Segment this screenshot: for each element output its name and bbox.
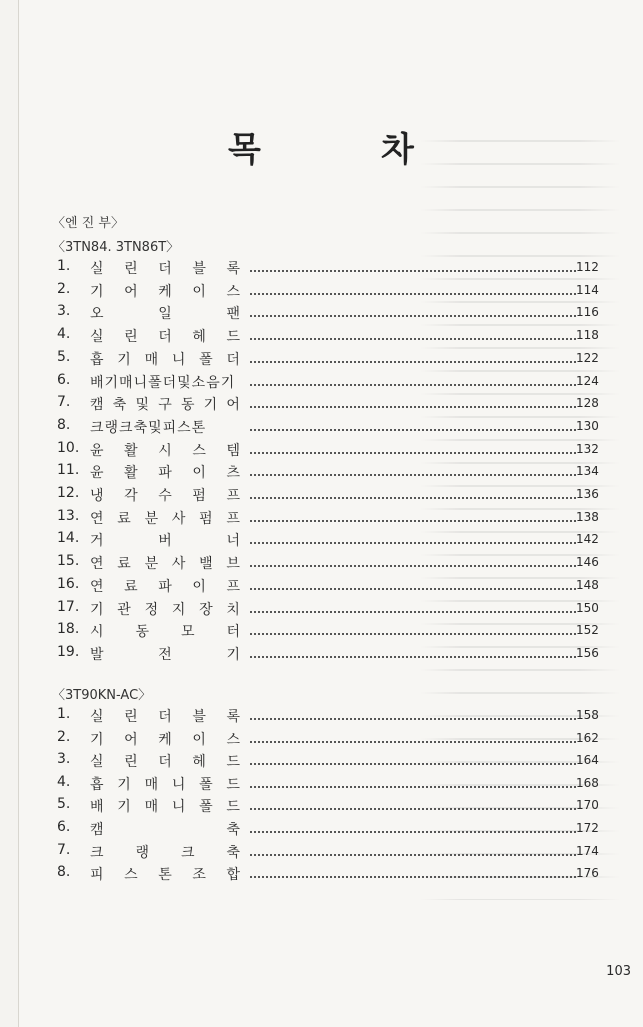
dot-leader	[250, 588, 576, 590]
dot-leader	[250, 497, 576, 499]
toc-row-label: 기 어 케 이 스	[90, 283, 240, 300]
toc-row	[52, 258, 598, 280]
toc-row-label: 캠 축	[90, 822, 240, 838]
toc-row-number: 13.	[57, 507, 80, 524]
toc-row-label: 연 료 분 사 밸 브	[90, 556, 240, 573]
toc-row-number: 3.	[57, 303, 71, 320]
toc-row-number: 5.	[57, 348, 71, 365]
toc-row	[52, 485, 598, 507]
toc-row-page: 132	[576, 441, 599, 456]
toc-row-number: 4.	[57, 773, 71, 790]
toc-row	[52, 326, 598, 348]
toc-row-number: 6.	[57, 819, 71, 835]
toc-row-label: 캠 축 및 구 동 기 어	[90, 397, 240, 414]
toc-row	[52, 462, 598, 484]
toc-row	[52, 842, 598, 864]
dot-leader	[250, 406, 576, 408]
dot-leader	[250, 520, 576, 522]
dot-leader	[250, 452, 576, 454]
toc-row-label: 오 일 팬	[90, 306, 240, 323]
toc-row-label: 실 린 더 블 록	[90, 709, 240, 725]
toc-row-number: 11.	[57, 462, 80, 479]
toc-row-label: 윤 활 파 이 츠	[90, 465, 240, 482]
toc-row-number: 7.	[57, 841, 71, 858]
toc-row-number: 8.	[57, 416, 71, 433]
toc-row	[52, 417, 598, 439]
toc-row-page: 148	[576, 577, 599, 592]
page-title	[0, 122, 643, 172]
toc-row-page: 134	[576, 464, 599, 479]
toc-row	[52, 774, 598, 796]
dot-leader	[250, 831, 576, 833]
toc-row-label: 크랭크축및피스톤	[90, 419, 207, 436]
toc-row-number: 12.	[57, 485, 80, 501]
toc-row	[52, 796, 598, 818]
toc-row-page: 116	[576, 305, 599, 320]
toc-row-page: 114	[576, 282, 599, 297]
toc-row-label: 실 린 더 헤 드	[90, 754, 240, 771]
toc-row-page: 164	[576, 753, 599, 768]
toc-row-page: 170	[576, 798, 599, 813]
toc-row	[52, 864, 598, 886]
toc-row-number: 6.	[57, 371, 71, 388]
toc-row-page: 130	[576, 418, 599, 433]
dot-leader	[250, 384, 576, 386]
toc-row-label: 발 전 기	[90, 646, 240, 663]
toc-row	[52, 372, 598, 394]
toc-row-number: 18.	[57, 621, 80, 638]
toc-row-number: 17.	[57, 598, 80, 615]
toc-row-page: 156	[576, 645, 599, 660]
dot-leader	[250, 293, 576, 295]
dot-leader	[250, 315, 576, 317]
dot-leader	[250, 786, 576, 788]
toc-row	[52, 303, 598, 325]
toc-row-number: 3.	[57, 751, 71, 768]
dot-leader	[250, 611, 576, 613]
toc-row-page: 146	[576, 555, 599, 570]
dot-leader	[250, 338, 576, 340]
toc-row-label: 흡 기 매 니 폴 드	[90, 776, 240, 793]
toc-row-page: 176	[576, 866, 599, 881]
toc-row	[52, 508, 598, 530]
section-heading-engine: 〈엔 진 부〉	[52, 216, 124, 231]
toc-row-label: 실 린 더 헤 드	[90, 329, 240, 346]
toc-row-number: 7.	[57, 394, 71, 411]
group-heading-3tn84: 〈3TN84. 3TN86T〉	[52, 240, 180, 255]
toc-row-number: 1.	[57, 706, 71, 722]
toc-row	[52, 706, 598, 728]
toc-row	[52, 644, 598, 666]
dot-leader	[250, 429, 576, 431]
toc-row-number: 2.	[57, 280, 71, 297]
toc-row	[52, 621, 598, 643]
title-char-1: 목	[228, 130, 261, 170]
toc-row	[52, 819, 598, 841]
toc-row-number: 19.	[57, 643, 80, 660]
toc-row-number: 5.	[57, 796, 71, 813]
toc-row	[52, 553, 598, 575]
toc-row-page: 162	[576, 730, 599, 745]
toc-row	[52, 349, 598, 371]
toc-row-page: 118	[576, 328, 599, 343]
toc-row-label: 냉 각 수 펌 프	[90, 488, 240, 504]
toc-row-label: 거 버 너	[90, 533, 240, 550]
toc-row-page: 152	[576, 623, 599, 638]
toc-row-label: 기 어 케 이 스	[90, 731, 240, 748]
toc-row-label: 배 기 매 니 폴 드	[90, 799, 240, 816]
dot-leader	[250, 270, 576, 272]
dot-leader	[250, 763, 576, 765]
toc-row	[52, 576, 598, 598]
page-number: 103	[606, 964, 631, 979]
toc-row-label: 크 랭 크 축	[90, 844, 240, 861]
dot-leader	[250, 633, 576, 635]
toc-row-label: 기 관 정 지 장 치	[90, 601, 240, 618]
dot-leader	[250, 741, 576, 743]
toc-row-page: 124	[576, 373, 599, 388]
toc-row-number: 16.	[57, 575, 80, 592]
dot-leader	[250, 474, 576, 476]
dot-leader	[250, 854, 576, 856]
toc-row-number: 4.	[57, 326, 71, 343]
toc-row-page: 128	[576, 396, 599, 411]
dot-leader	[250, 876, 576, 878]
toc-row	[52, 530, 598, 552]
toc-row	[52, 599, 598, 621]
group-heading-3t90kn: 〈3T90KN-AC〉	[52, 688, 152, 703]
toc-row-number: 8.	[57, 864, 71, 881]
toc-row	[52, 751, 598, 773]
toc-row-number: 14.	[57, 530, 80, 547]
toc-row-page: 138	[576, 509, 599, 524]
toc-row-page: 168	[576, 775, 599, 790]
title-char-2: 차	[381, 130, 414, 170]
toc-row-label: 연 료 파 이 프	[90, 578, 240, 595]
toc-row	[52, 729, 598, 751]
toc-row-page: 150	[576, 600, 599, 615]
toc-row-number: 2.	[57, 728, 71, 745]
toc-row-number: 15.	[57, 553, 80, 570]
dot-leader	[250, 808, 576, 810]
dot-leader	[250, 565, 576, 567]
toc-row-page: 158	[576, 708, 599, 722]
toc-row-page: 174	[576, 843, 599, 858]
toc-row	[52, 281, 598, 303]
toc-row-number: 10.	[57, 439, 80, 456]
toc-row-page: 122	[576, 350, 599, 365]
toc-row-label: 연 료 분 사 펌 프	[90, 510, 240, 527]
dot-leader	[250, 361, 576, 363]
toc-row	[52, 440, 598, 462]
dot-leader	[250, 542, 576, 544]
toc-row-label: 윤 활 시 스 템	[90, 442, 240, 459]
toc-row-label: 실 린 더 블 록	[90, 261, 240, 277]
toc-row-label: 배기매니폴더및소음기	[90, 374, 236, 391]
toc-row-page: 172	[576, 821, 599, 835]
dot-leader	[250, 718, 576, 720]
toc-row-label: 피 스 톤 조 합	[90, 867, 240, 884]
toc-row-label: 흡 기 매 니 폴 더	[90, 351, 240, 368]
toc-row-label: 시 동 모 터	[90, 624, 240, 641]
toc-row-number: 1.	[57, 258, 71, 274]
toc-row-page: 136	[576, 487, 599, 501]
toc-row-page: 142	[576, 532, 599, 547]
dot-leader	[250, 656, 576, 658]
toc-row	[52, 394, 598, 416]
toc-row-page: 112	[576, 260, 599, 274]
